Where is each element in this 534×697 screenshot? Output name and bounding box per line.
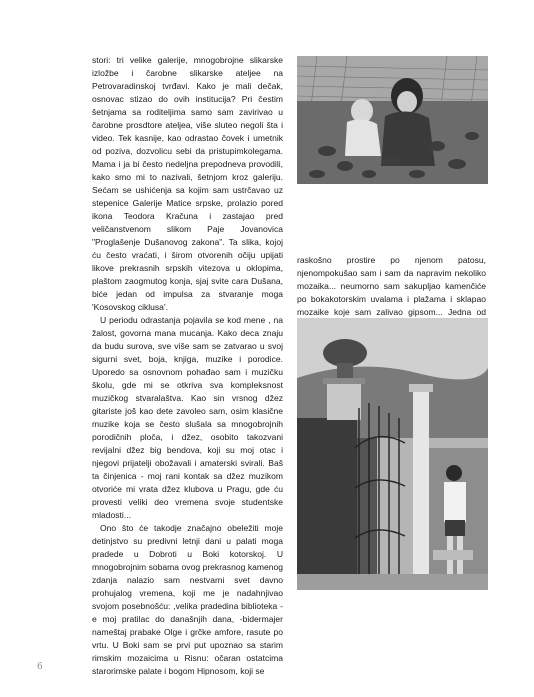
page-number: 6 [37,662,43,672]
paragraph: U periodu odrastanja pojavila se kod mene , na žalost, govorna mana mucanja. Kako deca znaju da budu surova, sve više sam se zatvarao u svoj sigurni svet, boja, knjiga, muzike i porodice. Uporedo sa osnovnom pohađao sam i muzičku školu, gde mi se otkriva sva kompleksnost muzičkog stvaralaštva. Kao sin vrsnog džez gitariste još kao dete zavoleo sam, osim klasične muzike koja se često slušala sa mnogobrojnih porodičnih ploča, i džez, osobito takozvani revijalni džez big bendova, koji su moj otac i njegovi prijatelji obožavali i amaterski svirali. Baš ta činjenica - moj rani kontak sa džez muzikom otvoriće mi vrata džez klubova u Pragu, gde ću provesti veliki deo vremena svoje studentske mladosti... [92,315,283,520]
paragraph: raskošno prostire po njenom patosu, njenompokušao sam i sam da napravim nekoliko mozaika... neumorno sam sakupljao kamenčiće po bokakotorskim uvalama i plažama i sklapao mozaike koje sam zalivao gipsom... Jedna od [297,255,486,317]
photo-girl-at-gate [297,318,488,590]
photo-boy-feeding-pigeons [297,56,488,184]
left-text-column [92,54,283,678]
paragraph: stori: tri velike galerije, mnogobrojne slikarske izložbe i čarobne slikarske ateljee na Petrovaradinskoj tvrđavi. Kako je mali dečak, osnovac stizao do ovih institucija? Pri čestim šetnjama sa roditeljima samo sam zavirivao u čarobne prosdtore ateljea, više sluteo negoli šta i video. Tek kasnije, kao odrastao čovek i umetnik od poziva, dozvolicu sebi da pristupimkolegama. Mama i ja bi često nedeljna prepodneva provodili, kako smo mi to nazivali, šetnjom kroz galeriju. Sećam se ushićenja sa kojim sam ustrčavao uz stepenice Galerije Matice srpske, prolazio pored ikona Teodora Kračuna i zastajao pred veličanstvenom slikom Paje Jovanovica "Proglašenje Dušanovog zakona". Ta slika, kojoj ću često vraćati, i širom otvorenih očiju upijati likove prekrasnih srpskih vitezova u oklopima, plaštom zaogmutog konja, sjaj svite cara Dušana, biće jedan od impulsa za stvaranje moga 'Kosovskog ciklusa'. [92,55,283,312]
paragraph: Ono što će takodje značajno obeležiti moje detinjstvo su predivni letnji dani u palati moga pradede u Dobroti u Boki kotorskoj. U mnogobrojnim sobama ovog prekrasnog kamenog zdanja nalazio sam nestvarni svet davno prohujalog vremena, koji me je nadahnjivao svojom posebnošću: ,velika pradedina biblioteka -e moj pratilac do današnjih dana, -bidermajer nameštaj prabake Olge i grčke amfore, rasute po vrtu. U Boki sam se prvi put upoznao sa starim rimskim mozaicima u Risnu: očaran ostatcima starorimske palate i bogom Hipnosom, koji se [92,523,283,676]
